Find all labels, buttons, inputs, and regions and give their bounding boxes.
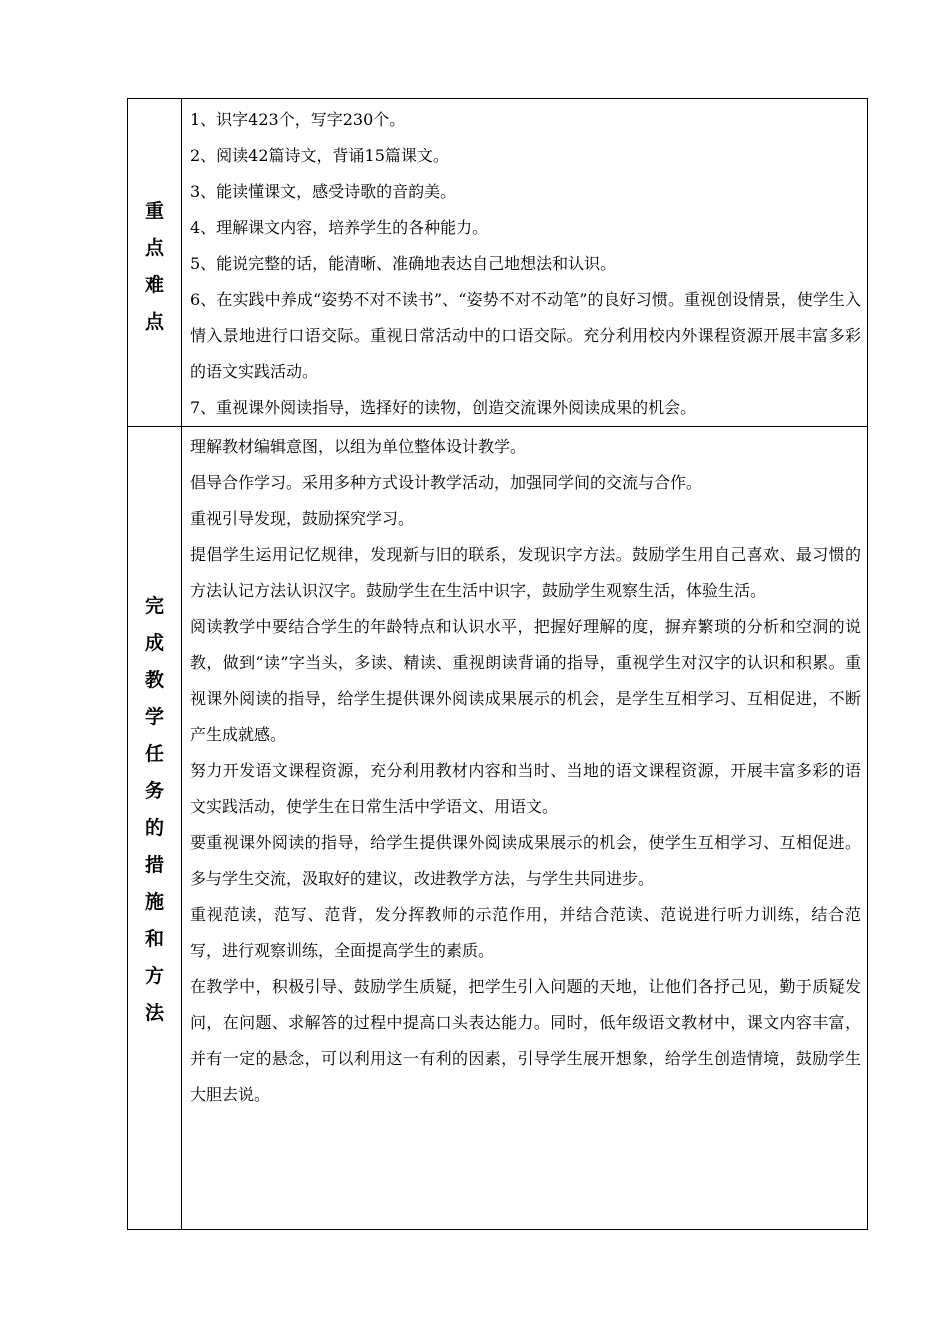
heading-char: 完 — [144, 595, 164, 617]
paragraph: 要重视课外阅读的指导，给学生提供课外阅读成果展示的机会，使学生互相学习、互相促进。多与学生交流，汲取好的建议，改进教学方法，与学生共同进步。 — [190, 833, 861, 888]
heading-char: 点 — [144, 310, 164, 333]
heading-char: 学 — [144, 706, 164, 728]
measures-methods-content — [182, 427, 868, 1230]
heading-char: 方 — [144, 965, 164, 987]
key-difficult-points-row — [128, 99, 868, 427]
paragraph: 4、理解课文内容，培养学生的各种能力。 — [190, 218, 489, 237]
heading-char: 施 — [144, 891, 164, 913]
paragraph: 5、能说完整的话，能清晰、准确地表达自己地想法和认识。 — [190, 254, 617, 273]
paragraph: 6、在实践中养成“姿势不对不读书”、“姿势不对不动笔”的良好习惯。重视创设情景，使学生入情入景地进行口语交际。重视日常活动中的口语交际。充分利用校内外课程资源开展丰富多彩的语文实践活动。 — [190, 290, 861, 381]
heading-char: 和 — [144, 928, 164, 950]
paragraph: 提倡学生运用记忆规律，发现新与旧的联系，发现识字方法。鼓励学生用自己喜欢、最习惯的方法认记方法认识汉字。鼓励学生在生活中识字，鼓励学生观察生活，体验生活。 — [190, 545, 861, 600]
measures-methods-heading — [128, 588, 181, 1032]
paragraph: 重视引导发现，鼓励探究学习。 — [190, 509, 415, 528]
paragraph: 2、阅读42篇诗文，背诵15篇课文。 — [190, 146, 449, 165]
paragraph: 在教学中，积极引导、鼓励学生质疑，把学生引入问题的天地，让他们各抒己见，勤于质疑发问，在问题、求解答的过程中提高口头表达能力。同时，低年级语文教材中，课文内容丰富，并有一定的悬念，可以利用这一有利的因素，引导学生展开想象，给学生创造情境，鼓励学生大胆去说。 — [190, 977, 861, 1104]
paragraph: 倡导合作学习。采用多种方式设计教学活动，加强同学间的交流与合作。 — [190, 473, 703, 492]
heading-char: 的 — [144, 817, 164, 839]
heading-char: 措 — [144, 854, 164, 876]
heading-char: 务 — [144, 780, 164, 802]
measures-methods-heading-cell — [128, 427, 182, 1230]
plan-table — [127, 98, 868, 1230]
heading-char: 教 — [144, 669, 164, 691]
paragraph: 3、能读懂课文，感受诗歌的音韵美。 — [190, 182, 457, 201]
key-difficult-points-heading — [128, 193, 181, 341]
measures-methods-row — [128, 427, 868, 1230]
paragraph: 理解教材编辑意图，以组为单位整体设计教学。 — [190, 437, 527, 456]
key-difficult-points-content — [182, 99, 868, 427]
paragraph: 1、识字423个，写字230个。 — [190, 110, 406, 129]
heading-char: 难 — [144, 273, 164, 296]
heading-char: 成 — [144, 632, 164, 654]
heading-char: 重 — [144, 199, 164, 222]
heading-char: 点 — [144, 236, 164, 259]
paragraph: 阅读教学中要结合学生的年龄特点和认识水平，把握好理解的度，摒弃繁琐的分析和空洞的说教，做到“读”字当头，多读、精读、重视朗读背诵的指导，重视学生对汉字的认识和积累。重视课外阅读的指导，给学生提供课外阅读成果展示的机会，是学生互相学习、互相促进，不断产生成就感。 — [190, 617, 861, 744]
heading-char: 任 — [144, 743, 164, 765]
paragraph: 努力开发语文课程资源，充分利用教材内容和当时、当地的语文课程资源，开展丰富多彩的语文实践活动，使学生在日常生活中学语文、用语文。 — [190, 761, 861, 816]
paragraph: 重视范读，范写、范背，发分挥教师的示范作用，并结合范读、范说进行听力训练，结合范写，进行观察训练，全面提高学生的素质。 — [190, 905, 861, 960]
paragraph: 7、重视课外阅读指导，选择好的读物，创造交流课外阅读成果的机会。 — [190, 398, 697, 417]
key-difficult-points-heading-cell — [128, 99, 182, 427]
heading-char: 法 — [144, 1002, 164, 1024]
